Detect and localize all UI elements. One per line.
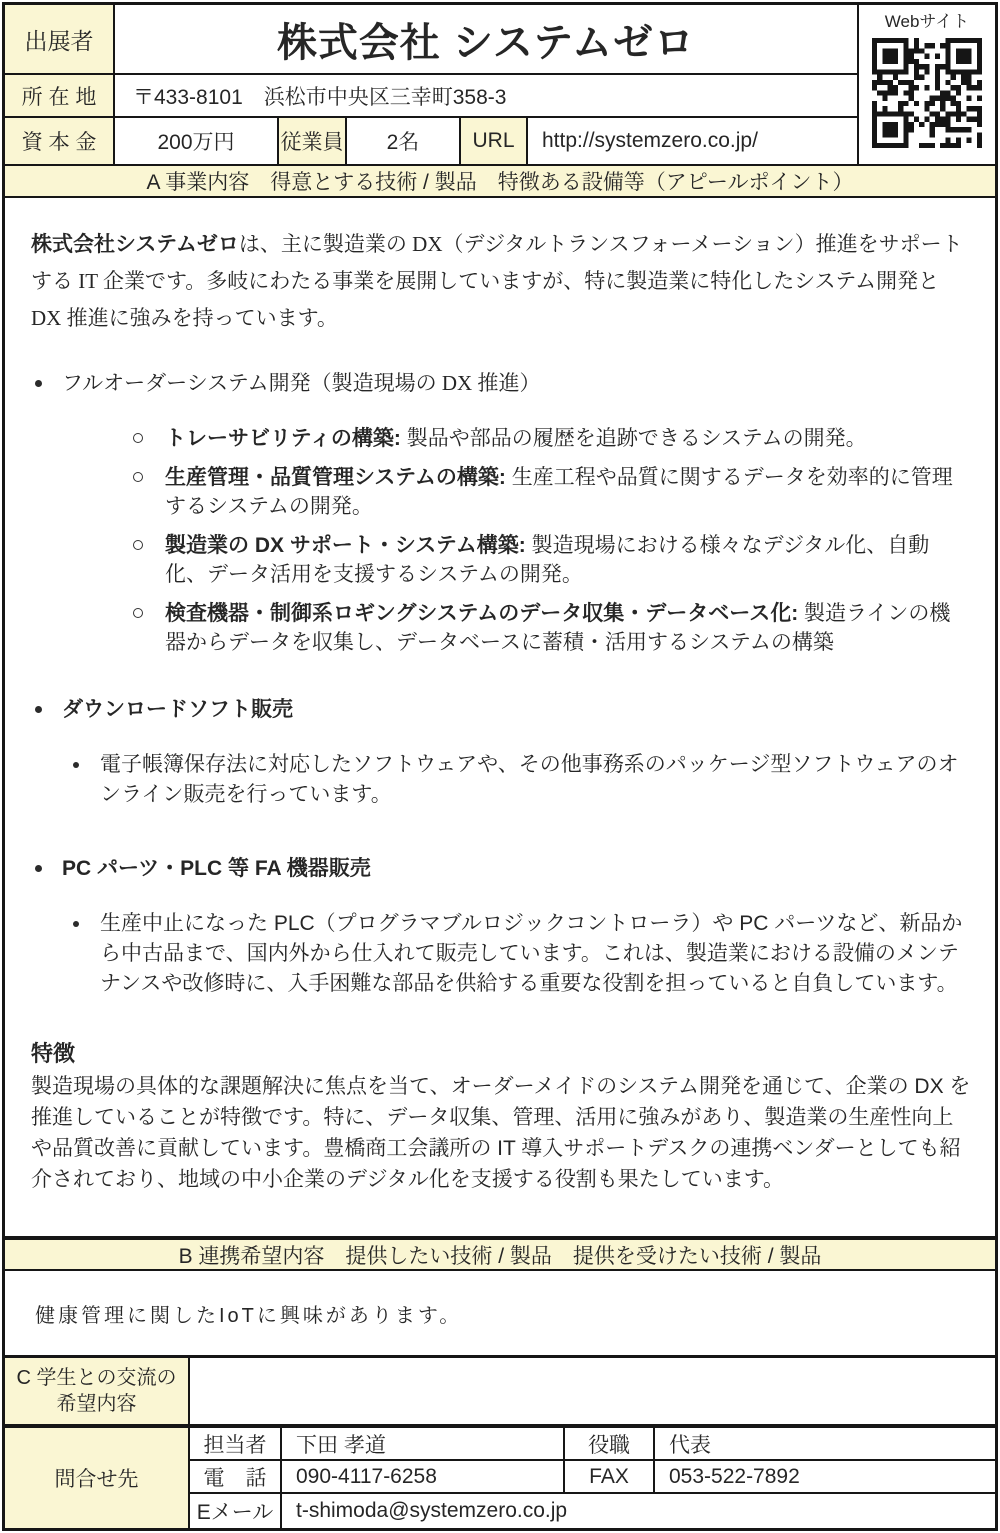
website-label: Webサイト xyxy=(884,12,970,31)
contact-role-value: 代表 xyxy=(655,1428,995,1461)
exhibitor-label: 出展者 xyxy=(5,5,115,75)
list-item: 検査機器・制御系ロギングシステムのデータ収集・データベース化: 製造ラインの機器からデータを収集し、データベースに蓄積・活用するシステムの構築 xyxy=(31,599,971,657)
features-heading: 特徴 xyxy=(31,1041,76,1066)
list-item: 電子帳簿保存法に対応したソフトウェアや、その他事務系のパッケージ型ソフトウェアのオンライン販売を行っています。 xyxy=(31,750,971,810)
contact-email-label: Eメール xyxy=(190,1494,282,1528)
employees-value: 2名 xyxy=(347,118,461,166)
bullet-fullorder-development: フルオーダーシステム開発（製造現場の DX 推進） xyxy=(31,369,971,398)
bullet-pc-parts-plc: PC パーツ・PLC 等 FA 機器販売 xyxy=(31,854,971,883)
qr-code xyxy=(872,38,982,153)
fullorder-sub-list xyxy=(31,424,971,657)
intro-paragraph xyxy=(31,226,971,337)
capital-label: 資 本 金 xyxy=(5,118,115,166)
exhibitor-profile-document xyxy=(2,2,998,1531)
download-software-sub-list xyxy=(31,750,971,810)
contact-phone-label: 電 話 xyxy=(190,1461,282,1494)
contact-fax-value: 053-522-7892 xyxy=(655,1461,995,1494)
contact-label: 問合せ先 xyxy=(5,1428,190,1528)
intro-company-bold: 株式会社システムゼロ xyxy=(31,233,239,256)
pc-parts-sub-list xyxy=(31,909,971,999)
contact-fax-label: FAX xyxy=(565,1461,655,1494)
section-c-label: C 学生との交流の 希望内容 xyxy=(5,1358,190,1424)
address-label: 所 在 地 xyxy=(5,75,115,118)
contact-table xyxy=(5,1424,995,1528)
contact-email-value: t-shimoda@systemzero.co.jp xyxy=(296,1499,568,1522)
website-qr-cell xyxy=(859,5,995,166)
capital-value: 200万円 xyxy=(115,118,279,166)
contact-person-label: 担当者 xyxy=(190,1428,282,1461)
contact-phone-value: 090-4117-6258 xyxy=(282,1461,565,1494)
employees-label: 従業員 xyxy=(279,118,347,166)
list-item: 製造業の DX サポート・システム構築: 製造現場における様々なデジタル化、自動化、データ活用を支援するシステムの開発。 xyxy=(31,531,971,589)
list-item: 生産管理・品質管理システムの構築: 生産工程や品質に関するデータを効率的に管理するシステムの開発。 xyxy=(31,463,971,521)
intro-text: は、主に製造業の DX（デジタルトランスフォーメーション）推進をサポートする IT 企業です。多岐にわたる事業を展開していますが、特に製造業に特化したシステム開発と DX 推進に強みを持っています。 xyxy=(31,232,963,330)
company-name: 株式会社 システムゼロ xyxy=(115,5,859,75)
header-table xyxy=(5,5,995,166)
section-b-header: B 連携希望内容 提供したい技術 / 製品 提供を受けたい技術 / 製品 xyxy=(5,1236,995,1271)
list-item: 生産中止になった PLC（プログラマブルロジックコントローラ）や PC パーツなど、新品から中古品まで、国内外から仕入れて販売しています。これは、製造業における設備のメンテナンスや改修時に、入手困難な部品を供給する重要な役割を担っていると自負しています。 xyxy=(31,909,971,999)
contact-person-value: 下田 孝道 xyxy=(282,1428,565,1461)
section-c-content xyxy=(190,1358,995,1424)
address-value: 〒433-8101 浜松市中央区三幸町358-3 xyxy=(115,75,859,118)
section-a-header: A 事業内容 得意とする技術 / 製品 特徴ある設備等（アピールポイント） xyxy=(5,166,995,198)
url-label: URL xyxy=(461,118,528,166)
contact-role-label: 役職 xyxy=(565,1428,655,1461)
bullet-download-software: ダウンロードソフト販売 xyxy=(31,695,971,724)
section-b-content: 健康管理に関したIoTに興味があります。 xyxy=(35,1304,463,1327)
features-paragraph: 製造現場の具体的な課題解決に焦点を当て、オーダーメイドのシステム開発を通じて、企業の DX を推進していることが特徴です。特に、データ収集、管理、活用に強みがあり、製造業の生産性向上や品質改善に貢献しています。豊橋商工会議所の IT 導入サポートデスクの連携ベンダーとしても紹介されており、地域の中小企業のデジタル化を支援する役割も果たしています。 xyxy=(31,1075,971,1191)
section-c-row xyxy=(5,1355,995,1424)
list-item: トレーサビリティの構築: 製品や部品の履歴を追跡できるシステムの開発。 xyxy=(31,424,971,453)
url-value: http://systemzero.co.jp/ xyxy=(528,118,859,166)
section-a-content xyxy=(5,198,995,1236)
